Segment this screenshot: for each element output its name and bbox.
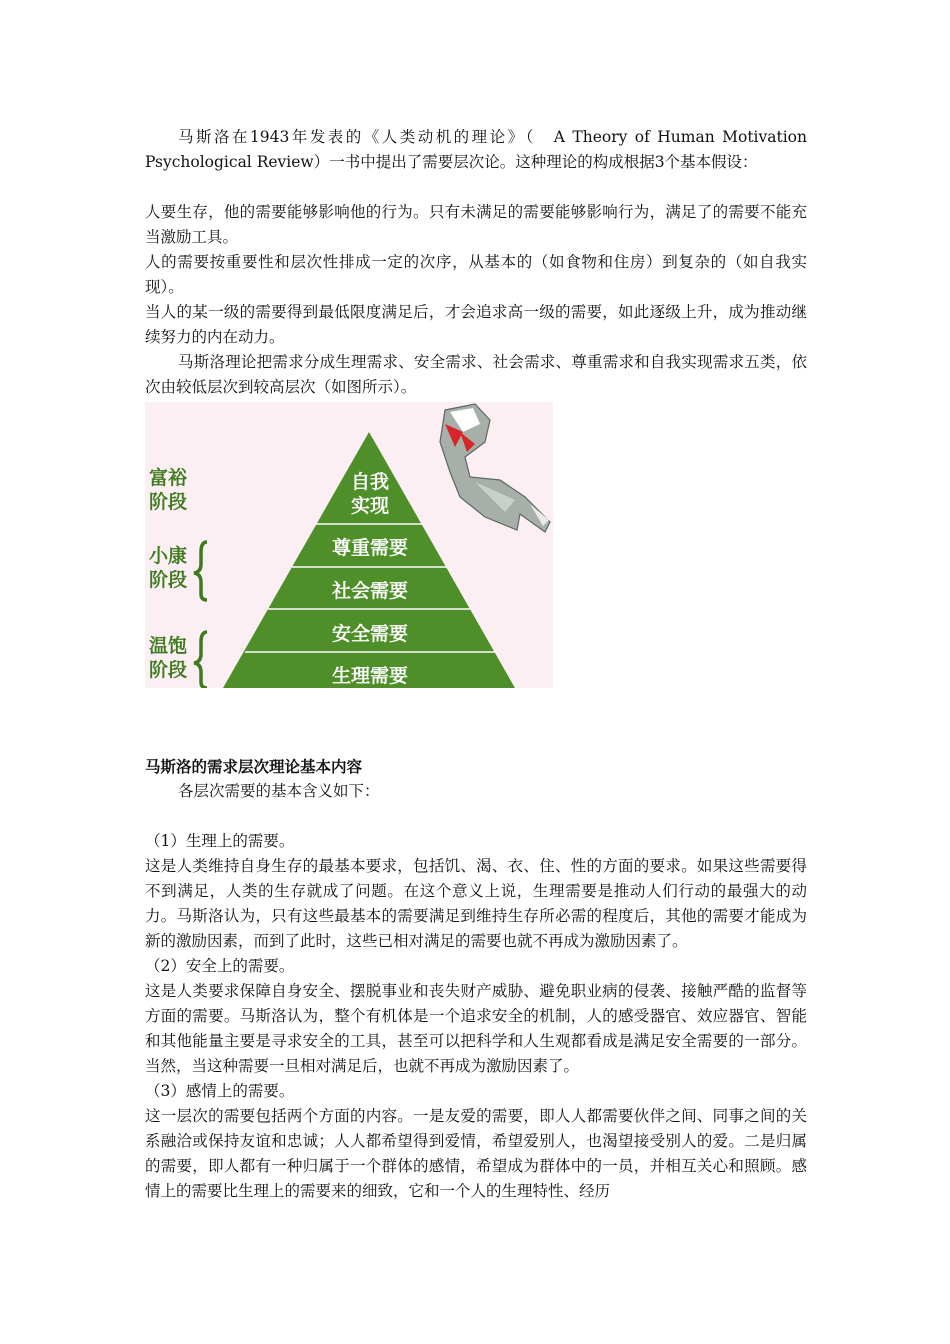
- stage-1-line2: 阶段: [149, 491, 188, 513]
- item-3-body: 这一层次的需要包括两个方面的内容。一是友爱的需要，即人人都需要伙伴之间、同事之间的关系融洽或保持友谊和忠诚；人人都希望得到爱情，希望爱别人，也渴望接受别人的爱。二是归属的需要，即人都有一种归属于一个群体的感情，希望成为群体中的一员，并相互关心和照顾。感情上的需要比生理上的需要来的细致，它和一个人的生理特性、经历: [145, 1107, 807, 1200]
- assumption-1: 人要生存，他的需要能够影响他的行为。只有未满足的需要能够影响行为，满足了的需要不能充当激励工具。: [145, 203, 807, 246]
- item-1-title: （1）生理上的需要。: [145, 832, 295, 850]
- stage-3-line2: 阶段: [149, 659, 188, 681]
- climber-illustration-icon: [440, 404, 550, 532]
- brace-icon: [194, 632, 207, 688]
- maslow-pyramid-figure: [145, 402, 553, 688]
- section-lead: 各层次需要的基本含义如下：: [178, 782, 380, 800]
- item-2-body: 这是人类要求保障自身安全、摆脱事业和丧失财产威胁、避免职业病的侵袭、接触严酷的监督等方面的需要。马斯洛认为，整个有机体是一个追求安全的机制，人的感受器官、效应器官、智能和其他能量主要是寻求安全的工具，甚至可以把科学和人生观都看成是满足安全需要的一部分。当然，当这种需要一旦相对满足后，也就不再成为激励因素了。: [145, 982, 807, 1075]
- item-2-title: （2）安全上的需要。: [145, 957, 295, 975]
- stage-2-line2: 阶段: [149, 569, 188, 591]
- assumption-2: 人的需要按重要性和层次性排成一定的次序，从基本的（如食物和住房）到复杂的（如自我实现）。: [145, 253, 807, 296]
- level-esteem: 尊重需要: [331, 537, 409, 559]
- level-safety: 安全需要: [331, 623, 409, 645]
- item-3-title: （3）感情上的需要。: [145, 1082, 295, 1100]
- intro-paragraph: 马斯洛在1943年发表的《人类动机的理论》（ A Theory of Human Motivation Psychological Review）一书中提出了需要层次论。这种理论的构成根据3个基本假设：: [145, 128, 807, 171]
- level-top-line1: 自我: [350, 471, 390, 493]
- level-physiological: 生理需要: [331, 665, 409, 687]
- assumption-3: 当人的某一级的需要得到最低限度满足后，才会追求高一级的需要，如此逐级上升，成为推动继续努力的内在动力。: [145, 303, 807, 346]
- document-page: [145, 125, 807, 1204]
- brace-icon: [194, 542, 207, 600]
- stage-3-line1: 温饱: [149, 635, 188, 657]
- pyramid-svg: [145, 402, 553, 688]
- level-social: 社会需要: [331, 580, 409, 602]
- item-1-body: 这是人类维持自身生存的最基本要求，包括饥、渴、衣、住、性的方面的要求。如果这些需要得不到满足，人类的生存就成了问题。在这个意义上说，生理需要是推动人们行动的最强大的动力。马斯洛认为，只有这些最基本的需要满足到维持生存所必需的程度后，其他的需要才能成为新的激励因素，而到了此时，这些已相对满足的需要也就不再成为激励因素了。: [145, 857, 807, 950]
- stage-2-line1: 小康: [149, 545, 188, 567]
- classification-paragraph: 马斯洛理论把需求分成生理需求、安全需求、社会需求、尊重需求和自我实现需求五类，依次由较低层次到较高层次（如图所示）。: [145, 353, 807, 396]
- section-heading: 马斯洛的需求层次理论基本内容: [145, 757, 363, 776]
- level-top-line2: 实现: [350, 495, 390, 517]
- stage-1-line1: 富裕: [149, 467, 188, 489]
